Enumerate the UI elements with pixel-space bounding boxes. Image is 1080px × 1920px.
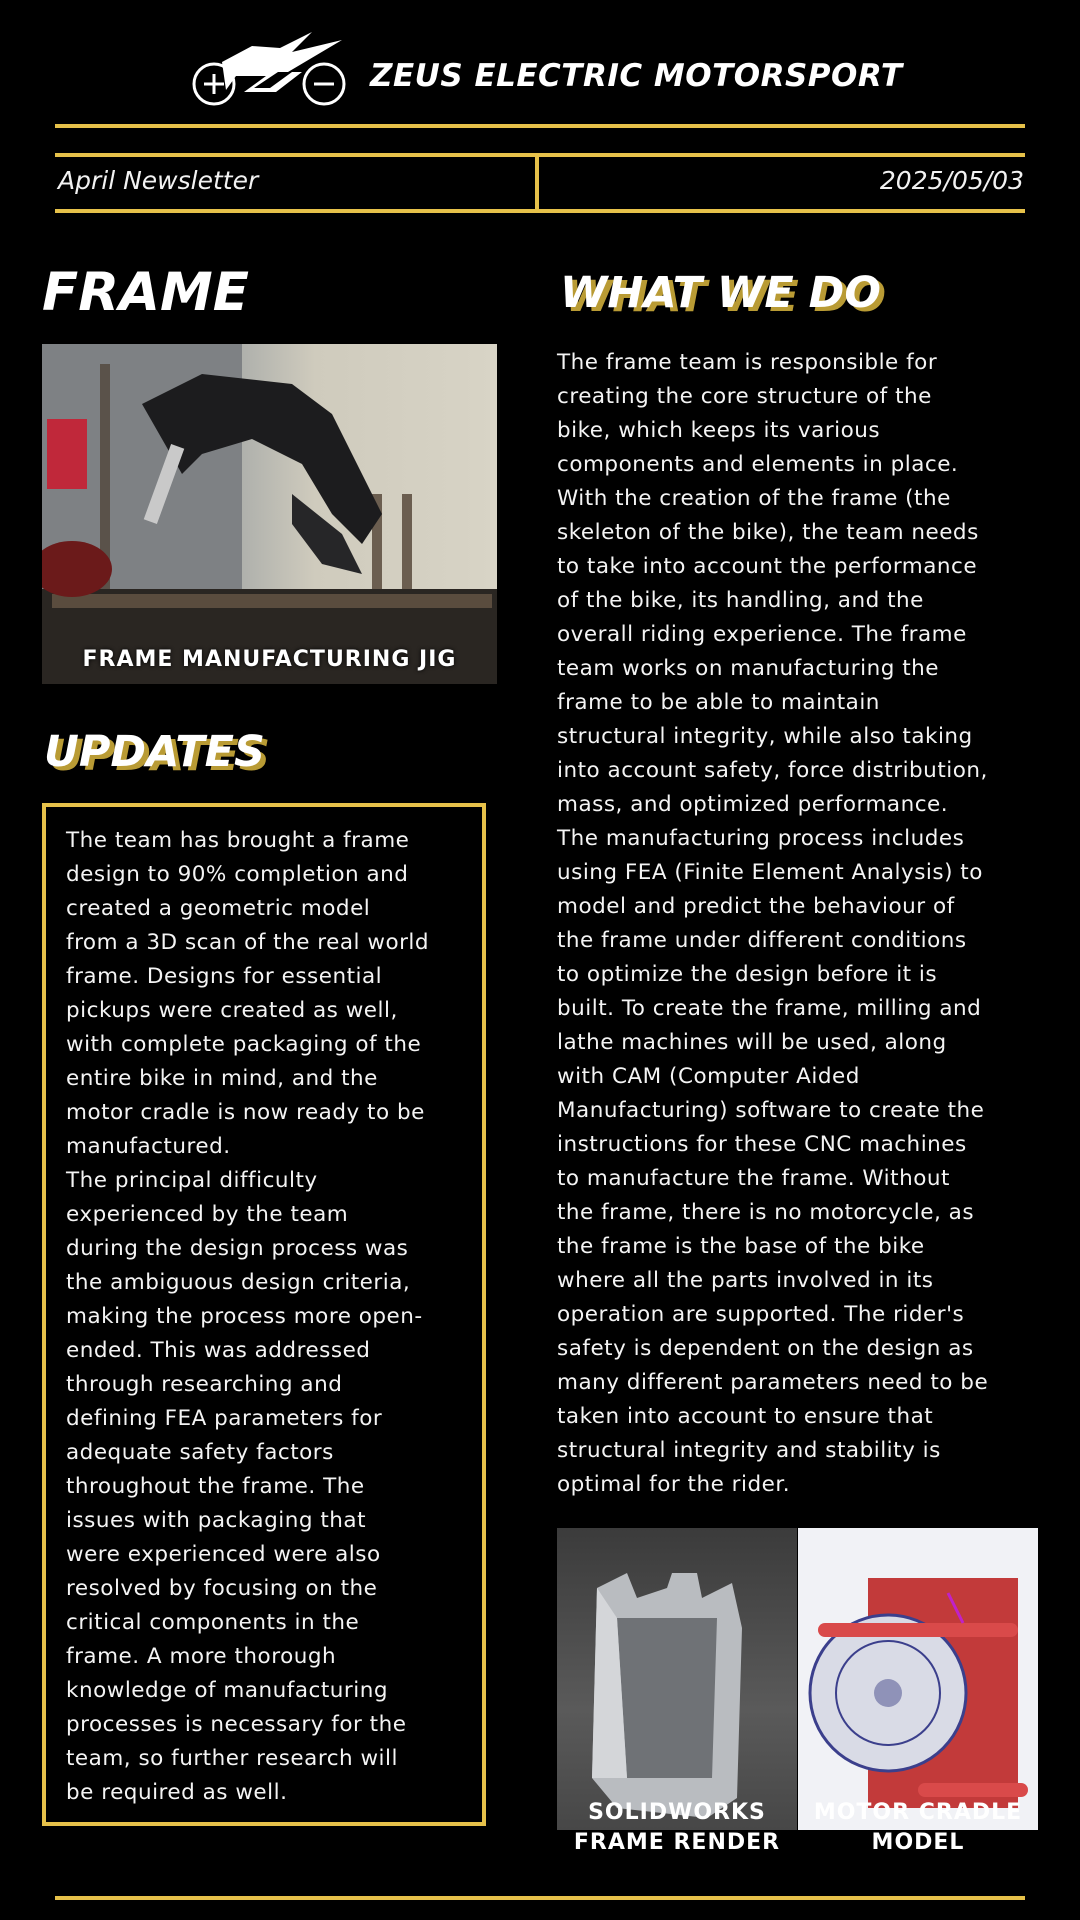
jig-photo-caption: FRAME MANUFACTURING JIG (82, 647, 457, 672)
motor-cradle-illustration (798, 1528, 1038, 1830)
what-we-do-title: WHAT WE DO (560, 268, 881, 318)
newsletter-date: 2025/05/03 (879, 166, 1024, 195)
frame-title: FRAME (42, 262, 249, 323)
what-we-do-text: The frame team is responsible for creating the core structure of the bike, which keeps its various components and elements in place. With the creation of the frame (the skeleton of the bike), the team needs to take into account the performance of the bike, its handling, and the overall riding experience. The frame team works on manufacturing the frame to be able to maintain structural integrity, while also taking into account safety, force distribution, mass, and optimized performance. The manufacturing process includes using FEA (Finite Element Analysis) to model and predict the behaviour of the frame under different conditions to optimize the design before it is built. To create the frame, milling and lathe machines will be used, along with CAM (Computer Aided Manufacturing) software to create the instructions for these CNC machines to manufacture the frame. Without the frame, there is no motorcycle, as the frame is the base of the bike where all the parts involved in its operation are supported. The rider's safety is dependent on the design as many different parameters need to be taken into account to ensure that structural integrity and stability is optimal for the rider. (557, 350, 989, 1497)
header-divider-mid (55, 153, 1025, 157)
header-vertical-divider (535, 153, 539, 212)
header-divider-bottom (55, 209, 1025, 213)
updates-text: The team has brought a frame design to 90% completion and created a geometric model from a 3D scan of the real world frame. Designs for essential pickups were created as well, with complete packaging of the entire bike in mind, and the motor cradle is now ready to be manufactured. The principal difficulty experienced by the team during the design process was the ambiguous design criteria, making the process more open- ended. This was addressed through researching and defining FEA parameters for adequate safety factors throughout the frame. The issues with packaging that were experienced were also resolved by focusing on the critical components in the frame. A more thorough knowledge of manufacturing processes is necessary for the team, so further research will be required as well. (66, 828, 430, 1805)
frame-render-illustration (557, 1528, 797, 1830)
updates-title: UPDATES (44, 727, 265, 777)
solidworks-render-caption: SOLIDWORKS FRAME RENDER (573, 1800, 781, 1855)
motor-cradle-model-image (798, 1528, 1038, 1830)
solidworks-render-image (557, 1528, 797, 1830)
newsletter-label: April Newsletter (58, 166, 259, 195)
motor-cradle-caption: MOTOR CRADLE MODEL (813, 1800, 1023, 1855)
brand-name: ZEUS ELECTRIC MOTORSPORT (370, 58, 903, 94)
frame-jig-photo (42, 344, 497, 684)
header-divider-top (55, 124, 1025, 128)
jig-illustration (42, 344, 497, 684)
footer-divider (55, 1896, 1025, 1900)
motorcycle-logo-icon (192, 28, 348, 106)
